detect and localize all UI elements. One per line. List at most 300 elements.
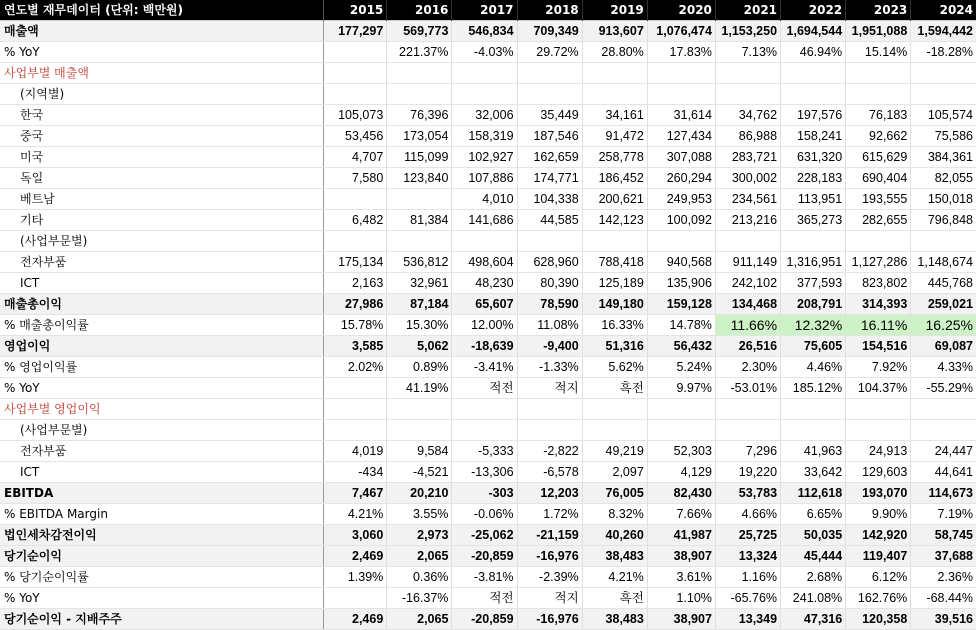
- row-label: 매출액: [0, 21, 324, 42]
- value-cell: 46.94%: [781, 42, 846, 63]
- table-row: [0, 105, 976, 126]
- table-row: [0, 420, 976, 441]
- value-cell: 940,568: [647, 252, 715, 273]
- value-cell: 53,783: [715, 483, 780, 504]
- value-cell: 258,778: [582, 147, 647, 168]
- value-cell: -16.37%: [387, 588, 452, 609]
- value-cell: 38,483: [582, 546, 647, 567]
- value-cell: 37,688: [911, 546, 976, 567]
- value-cell: [647, 399, 715, 420]
- value-cell: 208,791: [781, 294, 846, 315]
- value-cell: 52,303: [647, 441, 715, 462]
- table-body: [0, 21, 976, 630]
- value-cell: 13,324: [715, 546, 780, 567]
- year-header: 2018: [517, 0, 582, 21]
- value-cell: -3.81%: [452, 567, 517, 588]
- row-label: % YoY: [0, 378, 324, 399]
- year-header: 2017: [452, 0, 517, 21]
- value-cell: 193,555: [846, 189, 911, 210]
- value-cell: 2,469: [324, 609, 387, 630]
- value-cell: 123,840: [387, 168, 452, 189]
- table-row: [0, 336, 976, 357]
- value-cell: 7.19%: [911, 504, 976, 525]
- row-label: % YoY: [0, 42, 324, 63]
- value-cell: -2.39%: [517, 567, 582, 588]
- value-cell: 107,886: [452, 168, 517, 189]
- value-cell: 75,586: [911, 126, 976, 147]
- value-cell: 2.36%: [911, 567, 976, 588]
- row-label: 영업이익: [0, 336, 324, 357]
- value-cell: 32,006: [452, 105, 517, 126]
- value-cell: [387, 231, 452, 252]
- value-cell: 314,393: [846, 294, 911, 315]
- value-cell: [324, 231, 387, 252]
- table-row: [0, 126, 976, 147]
- value-cell: 120,358: [846, 609, 911, 630]
- value-cell: 135,906: [647, 273, 715, 294]
- value-cell: 283,721: [715, 147, 780, 168]
- value-cell: [911, 399, 976, 420]
- value-cell: 125,189: [582, 273, 647, 294]
- value-cell: 498,604: [452, 252, 517, 273]
- value-cell: -13,306: [452, 462, 517, 483]
- value-cell: -65.76%: [715, 588, 780, 609]
- row-label: 전자부품: [0, 252, 324, 273]
- value-cell: [647, 231, 715, 252]
- value-cell: [647, 63, 715, 84]
- value-cell: 15.30%: [387, 315, 452, 336]
- value-cell: 24,447: [911, 441, 976, 462]
- value-cell: [387, 84, 452, 105]
- value-cell: [582, 399, 647, 420]
- row-label: 사업부별 매출액: [0, 63, 324, 84]
- value-cell: 50,035: [781, 525, 846, 546]
- value-cell: 127,434: [647, 126, 715, 147]
- value-cell: 158,241: [781, 126, 846, 147]
- value-cell: 29.72%: [517, 42, 582, 63]
- value-cell: 11.66%: [715, 315, 780, 336]
- table-row: [0, 378, 976, 399]
- value-cell: 48,230: [452, 273, 517, 294]
- value-cell: 91,472: [582, 126, 647, 147]
- value-cell: 112,618: [781, 483, 846, 504]
- value-cell: [324, 588, 387, 609]
- row-label: EBITDA: [0, 483, 324, 504]
- value-cell: 104,338: [517, 189, 582, 210]
- value-cell: 0.89%: [387, 357, 452, 378]
- row-label: 독일: [0, 168, 324, 189]
- value-cell: [781, 231, 846, 252]
- table-row: [0, 42, 976, 63]
- value-cell: -3.41%: [452, 357, 517, 378]
- value-cell: 82,430: [647, 483, 715, 504]
- value-cell: 87,184: [387, 294, 452, 315]
- value-cell: 16.25%: [911, 315, 976, 336]
- value-cell: 129,603: [846, 462, 911, 483]
- value-cell: 11.08%: [517, 315, 582, 336]
- table-row: [0, 504, 976, 525]
- value-cell: [517, 420, 582, 441]
- value-cell: 1,316,951: [781, 252, 846, 273]
- value-cell: 80,390: [517, 273, 582, 294]
- value-cell: 44,585: [517, 210, 582, 231]
- row-label: 한국: [0, 105, 324, 126]
- value-cell: [911, 84, 976, 105]
- value-cell: [387, 420, 452, 441]
- row-label: % 영업이익률: [0, 357, 324, 378]
- value-cell: -20,859: [452, 609, 517, 630]
- value-cell: 19,220: [715, 462, 780, 483]
- value-cell: 115,099: [387, 147, 452, 168]
- row-label: (사업부문별): [0, 420, 324, 441]
- table-row: [0, 609, 976, 630]
- value-cell: [781, 420, 846, 441]
- value-cell: -434: [324, 462, 387, 483]
- value-cell: 631,320: [781, 147, 846, 168]
- value-cell: 1,694,544: [781, 21, 846, 42]
- value-cell: 162,659: [517, 147, 582, 168]
- value-cell: [452, 420, 517, 441]
- value-cell: -5,333: [452, 441, 517, 462]
- value-cell: 102,927: [452, 147, 517, 168]
- table-row: [0, 567, 976, 588]
- value-cell: 4,129: [647, 462, 715, 483]
- table-row: [0, 315, 976, 336]
- value-cell: 4.66%: [715, 504, 780, 525]
- value-cell: -4,521: [387, 462, 452, 483]
- value-cell: 185.12%: [781, 378, 846, 399]
- value-cell: 149,180: [582, 294, 647, 315]
- value-cell: 7.92%: [846, 357, 911, 378]
- value-cell: 9.97%: [647, 378, 715, 399]
- value-cell: 2,065: [387, 609, 452, 630]
- row-label: % YoY: [0, 588, 324, 609]
- value-cell: 2,163: [324, 273, 387, 294]
- value-cell: [715, 84, 780, 105]
- year-header: 2015: [324, 0, 387, 21]
- value-cell: 7.13%: [715, 42, 780, 63]
- value-cell: -68.44%: [911, 588, 976, 609]
- value-cell: 32,961: [387, 273, 452, 294]
- value-cell: 15.14%: [846, 42, 911, 63]
- value-cell: 41,987: [647, 525, 715, 546]
- row-label: (사업부문별): [0, 231, 324, 252]
- table-row: [0, 399, 976, 420]
- value-cell: 1,951,088: [846, 21, 911, 42]
- value-cell: 38,483: [582, 609, 647, 630]
- value-cell: 709,349: [517, 21, 582, 42]
- value-cell: 69,087: [911, 336, 976, 357]
- value-cell: [452, 63, 517, 84]
- value-cell: 44,641: [911, 462, 976, 483]
- value-cell: 적지: [517, 378, 582, 399]
- value-cell: 4,707: [324, 147, 387, 168]
- value-cell: 2,973: [387, 525, 452, 546]
- value-cell: 228,183: [781, 168, 846, 189]
- value-cell: [715, 420, 780, 441]
- value-cell: -18.28%: [911, 42, 976, 63]
- value-cell: [324, 42, 387, 63]
- value-cell: 17.83%: [647, 42, 715, 63]
- value-cell: 913,607: [582, 21, 647, 42]
- row-label: 법인세차감전이익: [0, 525, 324, 546]
- value-cell: 56,432: [647, 336, 715, 357]
- value-cell: 7.66%: [647, 504, 715, 525]
- value-cell: 690,404: [846, 168, 911, 189]
- value-cell: [517, 399, 582, 420]
- value-cell: [324, 420, 387, 441]
- table-title: 연도별 재무데이터 (단위: 백만원): [0, 0, 324, 21]
- year-header: 2021: [715, 0, 780, 21]
- value-cell: 2,065: [387, 546, 452, 567]
- value-cell: 213,216: [715, 210, 780, 231]
- table-row: [0, 84, 976, 105]
- value-cell: 28.80%: [582, 42, 647, 63]
- value-cell: [387, 189, 452, 210]
- value-cell: 7,580: [324, 168, 387, 189]
- table-row: [0, 21, 976, 42]
- value-cell: 1.39%: [324, 567, 387, 588]
- value-cell: 162.76%: [846, 588, 911, 609]
- value-cell: [324, 189, 387, 210]
- value-cell: 92,662: [846, 126, 911, 147]
- row-label: ICT: [0, 462, 324, 483]
- value-cell: -55.29%: [911, 378, 976, 399]
- value-cell: 78,590: [517, 294, 582, 315]
- value-cell: 242,102: [715, 273, 780, 294]
- value-cell: 9,584: [387, 441, 452, 462]
- value-cell: 234,561: [715, 189, 780, 210]
- value-cell: [452, 399, 517, 420]
- value-cell: 823,802: [846, 273, 911, 294]
- value-cell: -0.06%: [452, 504, 517, 525]
- value-cell: 546,834: [452, 21, 517, 42]
- value-cell: 2.30%: [715, 357, 780, 378]
- value-cell: 39,516: [911, 609, 976, 630]
- value-cell: 86,988: [715, 126, 780, 147]
- value-cell: -21,159: [517, 525, 582, 546]
- value-cell: 51,316: [582, 336, 647, 357]
- value-cell: 25,725: [715, 525, 780, 546]
- value-cell: -4.03%: [452, 42, 517, 63]
- value-cell: 796,848: [911, 210, 976, 231]
- value-cell: 38,907: [647, 609, 715, 630]
- value-cell: [324, 399, 387, 420]
- value-cell: 1.16%: [715, 567, 780, 588]
- value-cell: [911, 420, 976, 441]
- value-cell: 2.02%: [324, 357, 387, 378]
- value-cell: 7,296: [715, 441, 780, 462]
- value-cell: 569,773: [387, 21, 452, 42]
- value-cell: 1,127,286: [846, 252, 911, 273]
- value-cell: 173,054: [387, 126, 452, 147]
- value-cell: -303: [452, 483, 517, 504]
- value-cell: [846, 231, 911, 252]
- value-cell: 249,953: [647, 189, 715, 210]
- value-cell: 1.10%: [647, 588, 715, 609]
- row-label: 베트남: [0, 189, 324, 210]
- table-row: [0, 273, 976, 294]
- row-label: % EBITDA Margin: [0, 504, 324, 525]
- row-label: (지역별): [0, 84, 324, 105]
- value-cell: -20,859: [452, 546, 517, 567]
- value-cell: 221.37%: [387, 42, 452, 63]
- value-cell: 41,963: [781, 441, 846, 462]
- table-row: [0, 189, 976, 210]
- value-cell: 377,593: [781, 273, 846, 294]
- value-cell: 4,019: [324, 441, 387, 462]
- year-header: 2019: [582, 0, 647, 21]
- value-cell: 49,219: [582, 441, 647, 462]
- value-cell: 34,161: [582, 105, 647, 126]
- value-cell: 615,629: [846, 147, 911, 168]
- value-cell: 141,686: [452, 210, 517, 231]
- value-cell: 33,642: [781, 462, 846, 483]
- value-cell: [781, 399, 846, 420]
- value-cell: 193,070: [846, 483, 911, 504]
- value-cell: 16.33%: [582, 315, 647, 336]
- row-label: 매출총이익: [0, 294, 324, 315]
- value-cell: 81,384: [387, 210, 452, 231]
- value-cell: -16,976: [517, 609, 582, 630]
- value-cell: [517, 231, 582, 252]
- value-cell: [582, 63, 647, 84]
- value-cell: [846, 63, 911, 84]
- value-cell: 8.32%: [582, 504, 647, 525]
- value-cell: 13,349: [715, 609, 780, 630]
- row-label: 미국: [0, 147, 324, 168]
- value-cell: -53.01%: [715, 378, 780, 399]
- value-cell: [517, 63, 582, 84]
- value-cell: 12,203: [517, 483, 582, 504]
- value-cell: 1,076,474: [647, 21, 715, 42]
- value-cell: 20,210: [387, 483, 452, 504]
- value-cell: 27,986: [324, 294, 387, 315]
- value-cell: 58,745: [911, 525, 976, 546]
- value-cell: 35,449: [517, 105, 582, 126]
- value-cell: 177,297: [324, 21, 387, 42]
- value-cell: 4.21%: [324, 504, 387, 525]
- value-cell: [582, 84, 647, 105]
- value-cell: 259,021: [911, 294, 976, 315]
- row-label: % 당기순이익률: [0, 567, 324, 588]
- value-cell: 75,605: [781, 336, 846, 357]
- value-cell: 134,468: [715, 294, 780, 315]
- value-cell: 365,273: [781, 210, 846, 231]
- value-cell: 159,128: [647, 294, 715, 315]
- value-cell: [715, 63, 780, 84]
- value-cell: 76,183: [846, 105, 911, 126]
- value-cell: -25,062: [452, 525, 517, 546]
- value-cell: [781, 63, 846, 84]
- value-cell: 197,576: [781, 105, 846, 126]
- value-cell: 142,920: [846, 525, 911, 546]
- table-row: [0, 483, 976, 504]
- table-row: [0, 231, 976, 252]
- value-cell: 174,771: [517, 168, 582, 189]
- value-cell: 65,607: [452, 294, 517, 315]
- value-cell: [324, 84, 387, 105]
- value-cell: 적지: [517, 588, 582, 609]
- value-cell: 47,316: [781, 609, 846, 630]
- value-cell: 흑전: [582, 378, 647, 399]
- table-row: [0, 294, 976, 315]
- value-cell: 114,673: [911, 483, 976, 504]
- year-header: 2022: [781, 0, 846, 21]
- value-cell: 12.00%: [452, 315, 517, 336]
- value-cell: [911, 63, 976, 84]
- value-cell: [647, 84, 715, 105]
- value-cell: [452, 84, 517, 105]
- year-header: 2023: [846, 0, 911, 21]
- value-cell: [324, 378, 387, 399]
- table-row: [0, 357, 976, 378]
- value-cell: [715, 231, 780, 252]
- value-cell: [387, 399, 452, 420]
- value-cell: 5.62%: [582, 357, 647, 378]
- value-cell: [715, 399, 780, 420]
- table-row: [0, 441, 976, 462]
- value-cell: 2,469: [324, 546, 387, 567]
- header-row: [0, 0, 976, 21]
- value-cell: -18,639: [452, 336, 517, 357]
- value-cell: 16.11%: [846, 315, 911, 336]
- table-row: [0, 210, 976, 231]
- value-cell: 105,073: [324, 105, 387, 126]
- value-cell: 4,010: [452, 189, 517, 210]
- value-cell: [582, 231, 647, 252]
- value-cell: 38,907: [647, 546, 715, 567]
- value-cell: [846, 84, 911, 105]
- row-label: 중국: [0, 126, 324, 147]
- value-cell: [582, 420, 647, 441]
- value-cell: 34,762: [715, 105, 780, 126]
- row-label: 당기순이익 - 지배주주: [0, 609, 324, 630]
- table-row: [0, 147, 976, 168]
- value-cell: 82,055: [911, 168, 976, 189]
- value-cell: 260,294: [647, 168, 715, 189]
- value-cell: 119,407: [846, 546, 911, 567]
- value-cell: 158,319: [452, 126, 517, 147]
- value-cell: [846, 399, 911, 420]
- value-cell: -1.33%: [517, 357, 582, 378]
- value-cell: [324, 63, 387, 84]
- table-row: [0, 588, 976, 609]
- value-cell: 3,060: [324, 525, 387, 546]
- row-label: % 매출총이익률: [0, 315, 324, 336]
- value-cell: 2.68%: [781, 567, 846, 588]
- value-cell: 113,951: [781, 189, 846, 210]
- value-cell: -6,578: [517, 462, 582, 483]
- value-cell: 175,134: [324, 252, 387, 273]
- value-cell: 200,621: [582, 189, 647, 210]
- value-cell: 5.24%: [647, 357, 715, 378]
- value-cell: 2,097: [582, 462, 647, 483]
- value-cell: 40,260: [582, 525, 647, 546]
- value-cell: [452, 231, 517, 252]
- value-cell: 282,655: [846, 210, 911, 231]
- value-cell: 12.32%: [781, 315, 846, 336]
- value-cell: 14.78%: [647, 315, 715, 336]
- value-cell: 1,148,674: [911, 252, 976, 273]
- row-label: 사업부별 영업이익: [0, 399, 324, 420]
- value-cell: 105,574: [911, 105, 976, 126]
- value-cell: 3,585: [324, 336, 387, 357]
- value-cell: 1.72%: [517, 504, 582, 525]
- value-cell: [517, 84, 582, 105]
- table-row: [0, 525, 976, 546]
- value-cell: 788,418: [582, 252, 647, 273]
